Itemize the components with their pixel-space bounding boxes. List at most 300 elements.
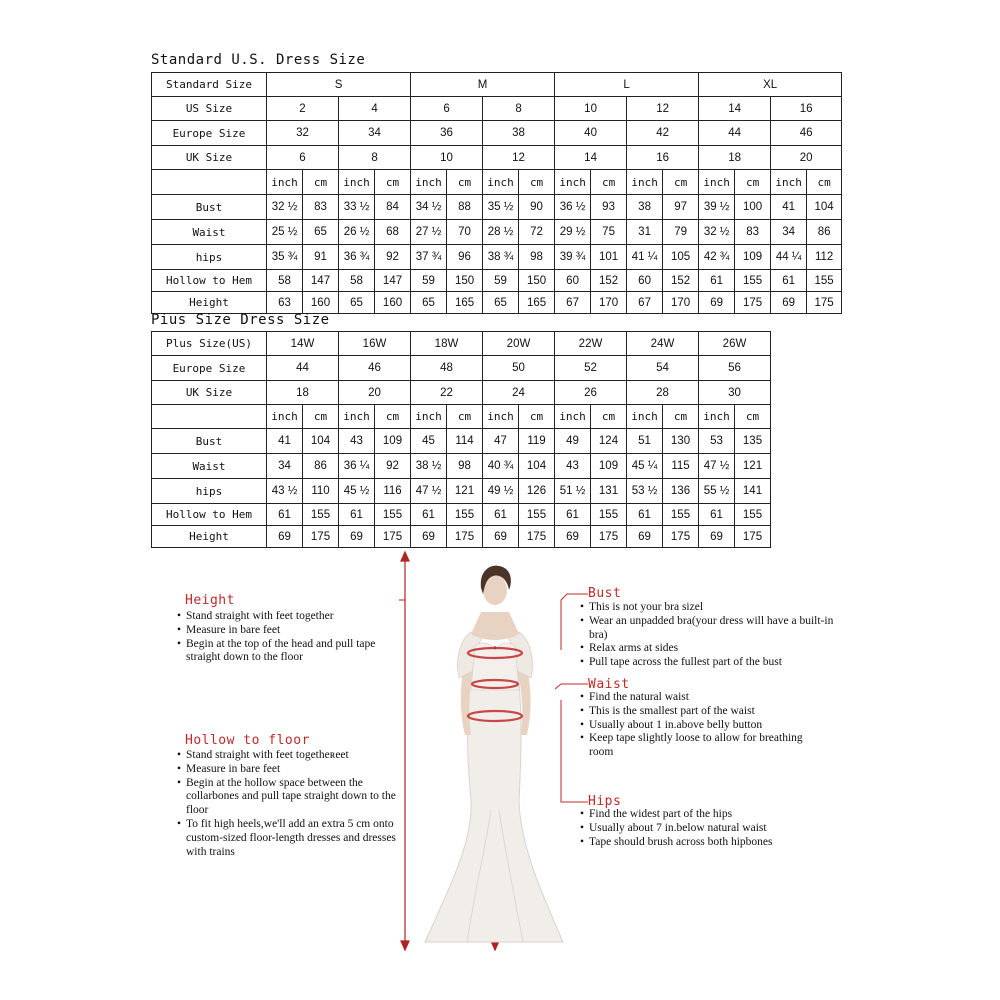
- plus-measure-cell: 49 ½: [483, 479, 519, 504]
- standard-measure-cell: 28 ½: [483, 220, 519, 245]
- standard-measure-cell: 65: [411, 292, 447, 314]
- plus-measure-cell: 61: [411, 504, 447, 526]
- standard-measure-cell: 33 ½: [339, 195, 375, 220]
- standard-measure-cell: 75: [591, 220, 627, 245]
- unit-cm: cm: [519, 405, 555, 429]
- bust-note: • Relax arms at sides: [580, 642, 842, 656]
- standard-measure-cell: 83: [735, 220, 771, 245]
- size-group-row: [152, 73, 842, 97]
- uk-size-label: UK Size: [152, 146, 267, 170]
- us-size-cell: 2: [267, 97, 339, 121]
- unit-inch: inch: [699, 170, 735, 195]
- bust-note: • Wear an unpadded bra(your dress will have a built-in bra): [580, 615, 842, 643]
- standard-measure-cell: 84: [375, 195, 411, 220]
- standard-measure-cell: 112: [807, 245, 842, 270]
- uk-size-row: [152, 146, 842, 170]
- plus-table-title: Pius Size Dress Size: [151, 312, 330, 328]
- plus-measure-cell: 155: [303, 504, 339, 526]
- us-size-cell: 4: [339, 97, 411, 121]
- plus-measure-row: [152, 526, 771, 548]
- plus-measure-cell: 116: [375, 479, 411, 504]
- unit-row-blank: [152, 405, 267, 429]
- standard-measure-cell: 27 ½: [411, 220, 447, 245]
- standard-measure-cell: 152: [663, 270, 699, 292]
- standard-measure-cell: 65: [303, 220, 339, 245]
- uk-size-cell: 10: [411, 146, 483, 170]
- standard-measure-cell: 37 ¾: [411, 245, 447, 270]
- europe-size-label: Europe Size: [152, 121, 267, 146]
- standard-measure-cell: 25 ½: [267, 220, 303, 245]
- plus-measure-cell: 92: [375, 454, 411, 479]
- standard-measure-cell: 170: [591, 292, 627, 314]
- standard-measure-cell: 36 ¾: [339, 245, 375, 270]
- standard-measure-cell: 165: [519, 292, 555, 314]
- plus-measure-cell: 69: [483, 526, 519, 548]
- plus-measure-cell: 34: [267, 454, 303, 479]
- us-size-cell: 6: [411, 97, 483, 121]
- bust-note: • This is not your bra sizel: [580, 601, 842, 615]
- standard-measure-cell: 32 ½: [267, 195, 303, 220]
- standard-measure-cell: 41 ¼: [627, 245, 663, 270]
- standard-measure-cell: 59: [483, 270, 519, 292]
- standard-size-header: Standard Size: [152, 73, 267, 97]
- europe-size-cell: 42: [627, 121, 699, 146]
- standard-measure-cell: 67: [627, 292, 663, 314]
- plus-measure-cell: 61: [483, 504, 519, 526]
- standard-measure-cell: 165: [447, 292, 483, 314]
- us-size-label: US Size: [152, 97, 267, 121]
- standard-measure-cell: 90: [519, 195, 555, 220]
- plus-europe-size-cell: 50: [483, 356, 555, 381]
- unit-inch: inch: [627, 405, 663, 429]
- standard-measure-cell: 100: [735, 195, 771, 220]
- standard-measure-cell: 98: [519, 245, 555, 270]
- standard-measure-cell: 147: [303, 270, 339, 292]
- standard-measure-cell: 69: [699, 292, 735, 314]
- standard-measure-label: Height: [152, 292, 267, 314]
- unit-cm: cm: [375, 405, 411, 429]
- standard-measure-cell: 86: [807, 220, 842, 245]
- unit-inch: inch: [627, 170, 663, 195]
- size-group-l: L: [555, 73, 699, 97]
- plus-measure-cell: 53: [699, 429, 735, 454]
- hips-note: • Usually about 7 in.below natural waist: [580, 822, 820, 836]
- unit-inch: inch: [267, 405, 303, 429]
- hips-note: • Tape should brush across both hipbones: [580, 836, 820, 850]
- plus-measure-cell: 40 ¾: [483, 454, 519, 479]
- plus-unit-row: [152, 405, 771, 429]
- plus-measure-cell: 155: [447, 504, 483, 526]
- standard-measure-cell: 39 ¾: [555, 245, 591, 270]
- unit-inch: inch: [483, 405, 519, 429]
- height-note: • Stand straight with feet together: [177, 610, 392, 624]
- plus-measure-cell: 110: [303, 479, 339, 504]
- us-size-cell: 10: [555, 97, 627, 121]
- unit-cm: cm: [519, 170, 555, 195]
- hips-heading: Hips: [588, 794, 622, 809]
- plus-measure-cell: 175: [519, 526, 555, 548]
- unit-inch: inch: [555, 405, 591, 429]
- plus-measure-cell: 69: [339, 526, 375, 548]
- height-note: • Begin at the top of the head and pull tape straight down to the floor: [177, 638, 392, 666]
- europe-size-cell: 36: [411, 121, 483, 146]
- standard-measure-label: Waist: [152, 220, 267, 245]
- plus-size-table: [151, 331, 771, 548]
- plus-measure-cell: 55 ½: [699, 479, 735, 504]
- standard-measure-cell: 41: [771, 195, 807, 220]
- standard-measure-cell: 160: [303, 292, 339, 314]
- uk-size-cell: 16: [627, 146, 699, 170]
- unit-cm: cm: [447, 405, 483, 429]
- standard-measure-cell: 67: [555, 292, 591, 314]
- standard-measure-cell: 69: [771, 292, 807, 314]
- plus-europe-size-cell: 46: [339, 356, 411, 381]
- standard-size-table: [151, 72, 842, 314]
- standard-measure-cell: 61: [699, 270, 735, 292]
- standard-measure-cell: 39 ½: [699, 195, 735, 220]
- standard-measure-cell: 97: [663, 195, 699, 220]
- standard-measure-cell: 65: [483, 292, 519, 314]
- standard-measure-cell: 72: [519, 220, 555, 245]
- uk-size-cell: 18: [699, 146, 771, 170]
- standard-measure-cell: 60: [627, 270, 663, 292]
- standard-measure-cell: 61: [771, 270, 807, 292]
- plus-us-size-cell: 24W: [627, 332, 699, 356]
- plus-measure-cell: 51: [627, 429, 663, 454]
- unit-cm: cm: [375, 170, 411, 195]
- standard-measure-cell: 34 ½: [411, 195, 447, 220]
- standard-measure-label: Bust: [152, 195, 267, 220]
- unit-cm: cm: [663, 170, 699, 195]
- standard-measure-cell: 160: [375, 292, 411, 314]
- standard-measure-cell: 88: [447, 195, 483, 220]
- plus-measure-cell: 136: [663, 479, 699, 504]
- plus-measure-cell: 69: [699, 526, 735, 548]
- plus-measure-cell: 47 ½: [699, 454, 735, 479]
- plus-measure-cell: 175: [663, 526, 699, 548]
- us-size-cell: 14: [699, 97, 771, 121]
- height-note: • Measure in bare feet: [177, 624, 392, 638]
- standard-measure-cell: 79: [663, 220, 699, 245]
- standard-measure-cell: 35 ¾: [267, 245, 303, 270]
- hips-connector: [561, 700, 588, 802]
- uk-size-cell: 6: [267, 146, 339, 170]
- waist-note: • Keep tape slightly loose to allow for breathing room: [580, 732, 810, 760]
- plus-europe-size-label: Europe Size: [152, 356, 267, 381]
- standard-measure-cell: 155: [735, 270, 771, 292]
- standard-measure-cell: 60: [555, 270, 591, 292]
- standard-measure-cell: 38 ¾: [483, 245, 519, 270]
- unit-inch: inch: [339, 405, 375, 429]
- plus-measure-label: Waist: [152, 454, 267, 479]
- standard-measure-cell: 101: [591, 245, 627, 270]
- plus-uk-size-label: UK Size: [152, 381, 267, 405]
- europe-size-cell: 46: [771, 121, 842, 146]
- plus-measure-cell: 175: [447, 526, 483, 548]
- plus-measure-label: Bust: [152, 429, 267, 454]
- plus-measure-cell: 155: [591, 504, 627, 526]
- standard-measure-row: [152, 292, 842, 314]
- plus-size-header: Plus Size(US): [152, 332, 267, 356]
- plus-measure-cell: 114: [447, 429, 483, 454]
- standard-measure-cell: 29 ½: [555, 220, 591, 245]
- plus-uk-size-cell: 26: [555, 381, 627, 405]
- plus-uk-size-cell: 18: [267, 381, 339, 405]
- plus-uk-size-cell: 30: [699, 381, 771, 405]
- plus-measure-cell: 45: [411, 429, 447, 454]
- size-group-xl: XL: [699, 73, 842, 97]
- standard-measure-cell: 59: [411, 270, 447, 292]
- standard-measure-cell: 152: [591, 270, 627, 292]
- plus-measure-label: Height: [152, 526, 267, 548]
- plus-measure-cell: 49: [555, 429, 591, 454]
- plus-europe-size-cell: 48: [411, 356, 483, 381]
- unit-cm: cm: [303, 405, 339, 429]
- hips-notes: [580, 808, 820, 849]
- standard-measure-cell: 58: [339, 270, 375, 292]
- standard-measure-cell: 155: [807, 270, 842, 292]
- plus-us-size-cell: 18W: [411, 332, 483, 356]
- standard-measure-cell: 63: [267, 292, 303, 314]
- unit-inch: inch: [699, 405, 735, 429]
- standard-measure-cell: 170: [663, 292, 699, 314]
- hollow-note: • Stand straight with feet togetheʀeet: [177, 749, 399, 763]
- plus-measure-cell: 135: [735, 429, 771, 454]
- standard-measure-cell: 32 ½: [699, 220, 735, 245]
- standard-measure-row: [152, 270, 842, 292]
- uk-size-cell: 14: [555, 146, 627, 170]
- plus-measure-cell: 115: [663, 454, 699, 479]
- plus-measure-cell: 109: [591, 454, 627, 479]
- bride-in-mermaid-gown-icon: [395, 550, 595, 960]
- size-group-s: S: [267, 73, 411, 97]
- plus-measure-cell: 43: [339, 429, 375, 454]
- hollow-to-floor-heading: Hollow to floor: [185, 733, 310, 748]
- waist-notes: [580, 691, 810, 760]
- uk-size-cell: 12: [483, 146, 555, 170]
- plus-measure-cell: 45 ½: [339, 479, 375, 504]
- plus-europe-size-cell: 54: [627, 356, 699, 381]
- hollow-note: • Measure in bare feet: [177, 763, 399, 777]
- plus-measure-cell: 175: [735, 526, 771, 548]
- bust-connector: [561, 594, 588, 600]
- plus-measure-label: Hollow to Hem: [152, 504, 267, 526]
- plus-measure-cell: 175: [375, 526, 411, 548]
- height-measure-line: [401, 552, 409, 950]
- plus-europe-size-cell: 44: [267, 356, 339, 381]
- plus-measure-cell: 86: [303, 454, 339, 479]
- plus-measure-row: [152, 429, 771, 454]
- bust-notes: [580, 601, 842, 670]
- plus-measure-cell: 36 ¼: [339, 454, 375, 479]
- plus-measure-cell: 104: [303, 429, 339, 454]
- unit-cm: cm: [591, 170, 627, 195]
- europe-size-cell: 44: [699, 121, 771, 146]
- plus-uk-size-cell: 24: [483, 381, 555, 405]
- unit-cm: cm: [735, 170, 771, 195]
- plus-measure-cell: 175: [591, 526, 627, 548]
- standard-measure-label: Hollow to Hem: [152, 270, 267, 292]
- unit-cm: cm: [303, 170, 339, 195]
- unit-inch: inch: [267, 170, 303, 195]
- plus-measure-cell: 121: [735, 454, 771, 479]
- plus-measure-row: [152, 479, 771, 504]
- standard-measure-row: [152, 195, 842, 220]
- plus-measure-cell: 119: [519, 429, 555, 454]
- plus-measure-cell: 51 ½: [555, 479, 591, 504]
- plus-measure-cell: 69: [411, 526, 447, 548]
- waist-note: • This is the smallest part of the waist: [580, 705, 810, 719]
- plus-uk-size-row: [152, 381, 771, 405]
- plus-measure-cell: 69: [267, 526, 303, 548]
- plus-europe-size-cell: 52: [555, 356, 627, 381]
- europe-size-row: [152, 121, 842, 146]
- unit-inch: inch: [411, 170, 447, 195]
- plus-measure-cell: 130: [663, 429, 699, 454]
- plus-measure-cell: 53 ½: [627, 479, 663, 504]
- unit-cm: cm: [807, 170, 842, 195]
- plus-measure-cell: 155: [375, 504, 411, 526]
- unit-cm: cm: [663, 405, 699, 429]
- plus-uk-size-cell: 22: [411, 381, 483, 405]
- plus-measure-cell: 61: [339, 504, 375, 526]
- standard-measure-cell: 26 ½: [339, 220, 375, 245]
- plus-measure-cell: 61: [555, 504, 591, 526]
- unit-inch: inch: [771, 170, 807, 195]
- standard-measure-cell: 104: [807, 195, 842, 220]
- standard-measure-cell: 109: [735, 245, 771, 270]
- plus-measure-cell: 69: [627, 526, 663, 548]
- standard-measure-cell: 105: [663, 245, 699, 270]
- plus-us-size-cell: 16W: [339, 332, 411, 356]
- standard-measure-cell: 38: [627, 195, 663, 220]
- unit-cm: cm: [591, 405, 627, 429]
- plus-measure-cell: 131: [591, 479, 627, 504]
- uk-size-cell: 8: [339, 146, 411, 170]
- europe-size-cell: 40: [555, 121, 627, 146]
- us-size-cell: 12: [627, 97, 699, 121]
- plus-measure-cell: 61: [699, 504, 735, 526]
- europe-size-cell: 38: [483, 121, 555, 146]
- plus-measure-cell: 45 ¼: [627, 454, 663, 479]
- standard-measure-cell: 68: [375, 220, 411, 245]
- plus-europe-size-row: [152, 356, 771, 381]
- standard-measure-cell: 147: [375, 270, 411, 292]
- standard-measure-cell: 91: [303, 245, 339, 270]
- plus-measure-row: [152, 454, 771, 479]
- hollow-to-floor-notes: [177, 749, 399, 859]
- plus-measure-cell: 126: [519, 479, 555, 504]
- hips-note: • Find the widest part of the hips: [580, 808, 820, 822]
- standard-measure-cell: 35 ½: [483, 195, 519, 220]
- standard-measure-cell: 70: [447, 220, 483, 245]
- unit-inch: inch: [411, 405, 447, 429]
- plus-us-size-cell: 26W: [699, 332, 771, 356]
- standard-measure-cell: 175: [807, 292, 842, 314]
- standard-table-title: Standard U.S. Dress Size: [151, 52, 366, 68]
- plus-us-size-row: [152, 332, 771, 356]
- plus-us-size-cell: 14W: [267, 332, 339, 356]
- standard-measure-cell: 36 ½: [555, 195, 591, 220]
- plus-measure-cell: 38 ½: [411, 454, 447, 479]
- waist-note: • Find the natural waist: [580, 691, 810, 705]
- plus-measure-cell: 121: [447, 479, 483, 504]
- unit-row-blank: [152, 170, 267, 195]
- standard-measure-cell: 93: [591, 195, 627, 220]
- standard-measure-cell: 31: [627, 220, 663, 245]
- plus-measure-cell: 61: [267, 504, 303, 526]
- uk-size-cell: 20: [771, 146, 842, 170]
- standard-measure-row: [152, 220, 842, 245]
- standard-measure-cell: 34: [771, 220, 807, 245]
- waist-connector: [555, 684, 588, 689]
- plus-measure-cell: 175: [303, 526, 339, 548]
- unit-cm: cm: [447, 170, 483, 195]
- bust-note: • Pull tape across the fullest part of the bust: [580, 656, 842, 670]
- plus-measure-cell: 124: [591, 429, 627, 454]
- europe-size-cell: 34: [339, 121, 411, 146]
- hollow-note: • Begin at the hollow space between the collarbones and pull tape straight down to the floor: [177, 777, 399, 818]
- height-notes: [177, 610, 392, 665]
- plus-measure-cell: 109: [375, 429, 411, 454]
- us-size-cell: 8: [483, 97, 555, 121]
- plus-measure-cell: 47: [483, 429, 519, 454]
- us-size-row: [152, 97, 842, 121]
- unit-inch: inch: [483, 170, 519, 195]
- gown-skirt: [425, 662, 563, 942]
- us-size-cell: 16: [771, 97, 842, 121]
- size-group-m: M: [411, 73, 555, 97]
- standard-measure-cell: 150: [447, 270, 483, 292]
- standard-measure-label: hips: [152, 245, 267, 270]
- plus-measure-row: [152, 504, 771, 526]
- plus-measure-label: hips: [152, 479, 267, 504]
- height-heading: Height: [185, 593, 235, 608]
- waist-note: • Usually about 1 in.above belly button: [580, 719, 810, 733]
- plus-measure-cell: 155: [735, 504, 771, 526]
- plus-measure-cell: 141: [735, 479, 771, 504]
- plus-uk-size-cell: 28: [627, 381, 699, 405]
- plus-measure-cell: 47 ½: [411, 479, 447, 504]
- unit-inch: inch: [555, 170, 591, 195]
- plus-measure-cell: 61: [627, 504, 663, 526]
- standard-measure-cell: 65: [339, 292, 375, 314]
- standard-measure-cell: 44 ¼: [771, 245, 807, 270]
- plus-measure-cell: 155: [519, 504, 555, 526]
- standard-measure-cell: 96: [447, 245, 483, 270]
- standard-measure-cell: 92: [375, 245, 411, 270]
- plus-measure-cell: 155: [663, 504, 699, 526]
- standard-measure-cell: 42 ¾: [699, 245, 735, 270]
- plus-uk-size-cell: 20: [339, 381, 411, 405]
- plus-measure-cell: 104: [519, 454, 555, 479]
- standard-measure-cell: 175: [735, 292, 771, 314]
- plus-measure-cell: 41: [267, 429, 303, 454]
- standard-measure-cell: 58: [267, 270, 303, 292]
- plus-measure-cell: 69: [555, 526, 591, 548]
- standard-measure-cell: 150: [519, 270, 555, 292]
- waist-heading: Waist: [588, 677, 630, 692]
- plus-us-size-cell: 22W: [555, 332, 627, 356]
- plus-measure-cell: 43 ½: [267, 479, 303, 504]
- standard-measure-cell: 83: [303, 195, 339, 220]
- hollow-note: • To fit high heels,we'll add an extra 5 cm onto custom-sized floor-length dresses and dresses with trains: [177, 818, 399, 859]
- standard-measure-row: [152, 245, 842, 270]
- plus-measure-cell: 43: [555, 454, 591, 479]
- bust-heading: Bust: [588, 586, 622, 601]
- plus-measure-cell: 98: [447, 454, 483, 479]
- unit-row: [152, 170, 842, 195]
